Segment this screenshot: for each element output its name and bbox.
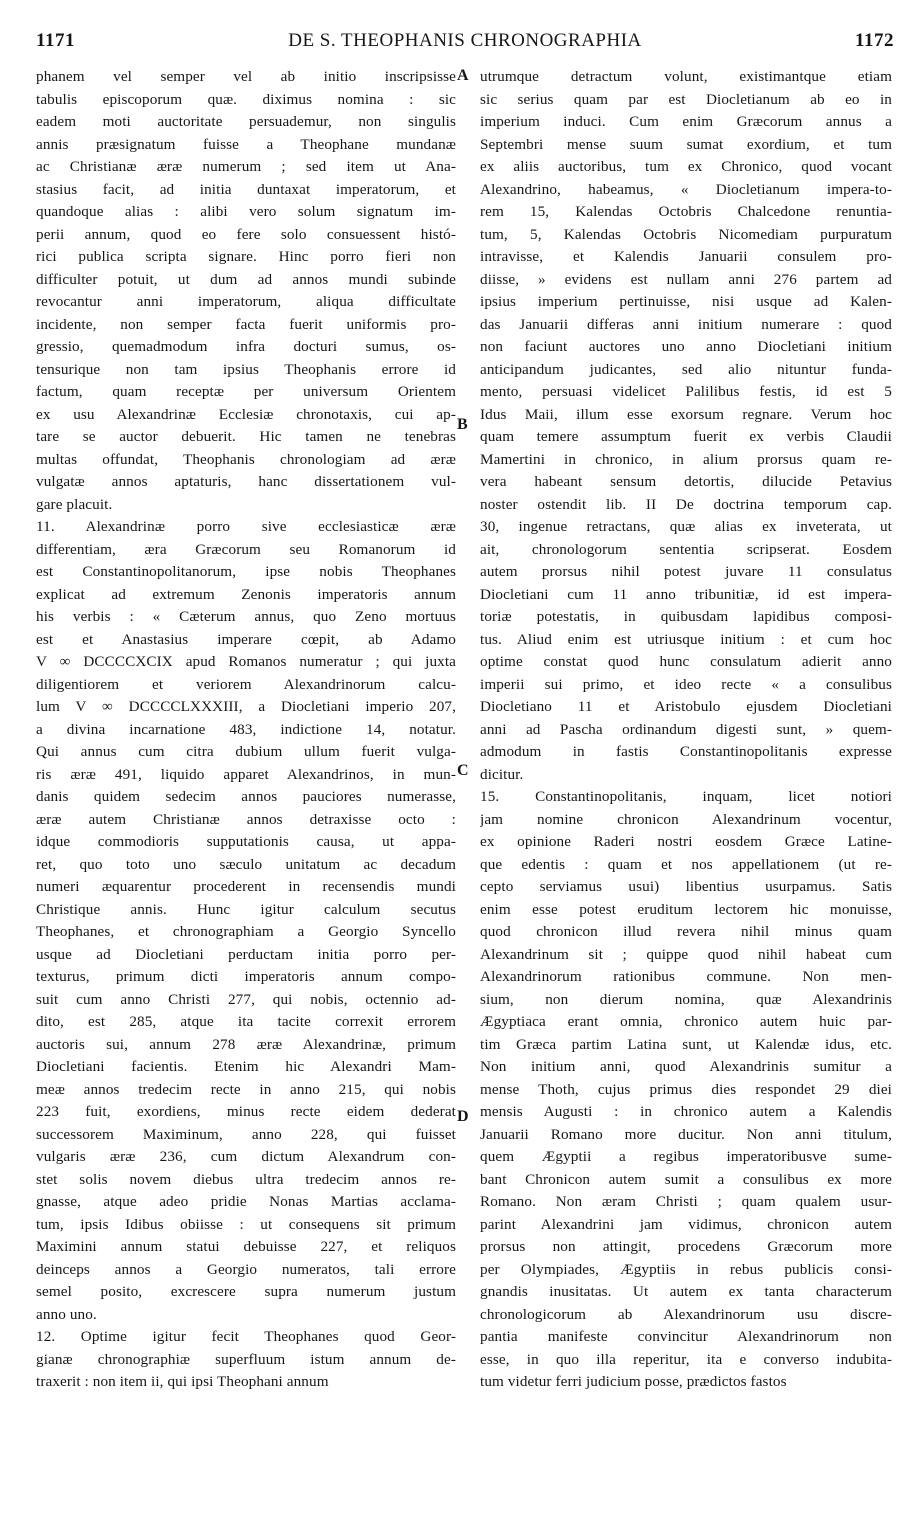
text-line: rem 15, Kalendas Octobris Chalcedone renuntia- [480,203,892,220]
text-line: numeri æquarentur procederent in recensendis mundi [36,878,456,895]
text-line: Diocletiano 11 et Aristobulo ejusdem Diocletiani [480,698,892,715]
text-line: chronologicorum ab Alexandrinorum usu discre- [480,1305,892,1323]
text-line: autem prorsus nihil potest juvare 11 consulatus [480,563,892,580]
text-line: texturus, primum dicti imperatoris annum compo- [36,968,456,985]
text-line: parint Alexandrini jam vidimus, chronicon autem [480,1215,892,1233]
text-line: tabulis episcoporum quæ. diximus nomina : sic [36,90,456,108]
text-line: tim Græca partim Latina sunt, ut Kalendæ idus, etc. [480,1035,892,1053]
text-line: idque commodioris supputationis causa, ut appa- [36,833,456,850]
text-line: diligentiorem et veriorem Alexandrinorum calcu- [36,675,456,693]
text-line: differentiam, æra Græcorum seu Romanorum id [36,540,456,558]
text-line: cepto serviamus usui) libentius usurpamus. Satis [480,878,892,895]
text-line: tensurique non tam ipsius Theophanis errore id [36,360,456,378]
text-line: 30, ingenue retractans, quæ alias ex inveterata, ut [480,518,892,535]
right-column [480,66,892,1394]
text-line: Romano. Non æram Christi ; quam qualem usur- [480,1193,892,1210]
text-line: gnandis inusitatas. Ut autem ex tanta characterum [480,1283,892,1300]
text-line: phanem vel semper vel ab initio inscripsisse [36,68,456,85]
text-line: rici publica scripta signare. Hinc porro fieri non [36,248,456,265]
text-line: stasius facit, ad initia duntaxat imperatorum, et [36,180,456,198]
text-line: anticipandum judicantes, sed alio nituntur funda- [480,360,892,378]
text-line: intravisse, et Kalendis Januarii consulem pro- [480,248,892,265]
section-marker-a: A [457,67,469,84]
text-line: jam nomine chronicon Alexandrinum vocentur, [480,810,892,828]
text-line: æræ autem Christianæ annos detraxisse octo : [36,810,456,828]
text-line: revocantur anni imperatorum, aliqua difficultate [36,293,456,310]
text-line: vera habeant sensum detortis, dilucide Petavius [480,473,892,490]
text-line: Idus Maii, illum esse exorsum regnare. Verum hoc [480,405,892,423]
text-line: explicat ad extremum Zenonis imperatoris annum [36,585,456,603]
text-line: 15. Constantinopolitanis, inquam, licet notiori [480,788,892,805]
text-line: deinceps annos a Georgio numeratos, tali errore [36,1260,456,1278]
text-line: dicitur. [480,765,524,783]
section-marker-d: D [457,1108,469,1125]
text-line: pantia manifeste convincitur Alexandrinorum non [480,1328,892,1345]
page-number-left: 1171 [36,30,75,51]
section-marker-b: B [457,416,468,433]
text-line: sic serius quam par est Diocletianum ab eo in [480,90,892,108]
text-line: Ægyptiaca erant omnia, chronico autem huic par- [480,1013,892,1030]
text-line: imperii sui primo, et ideo recte « a consulibus [480,675,892,693]
text-line: tum, 5, Kalendas Octobris Nicomediam purpuratum [480,225,892,243]
text-line: stet solis novem diebus ultra tredecim annos re- [36,1170,456,1188]
text-line: per Olympiades, Ægyptiis in rebus publicis consi- [480,1260,892,1278]
text-line: ret, quo toto uno sæculo unitatum ac decadum [36,855,456,873]
text-line: Alexandrinum sit ; quippe quod nihil habeat cum [480,945,892,963]
text-line: lum V ∞ DCCCCLXXXIII, a Diocletiani imperio 207, [36,698,456,715]
text-line: Maximini annum statui debuisse 227, et reliquos [36,1238,456,1255]
text-line: ex aliis auctoribus, tum ex Chronico, quod vocant [480,158,892,175]
text-line: semel posito, excrescere supra numerum justum [36,1283,456,1300]
text-line: ris æræ 491, liquido apparet Alexandrinos, in mun- [36,765,456,783]
text-line: perii annum, quod eo fere solo consuessent histó- [36,225,456,243]
text-line: Christique annis. Hunc igitur calculum secutus [36,900,456,918]
text-line: vulgatæ annos aptaturis, hanc dissertationem vul- [36,473,456,490]
text-line: est et Anastasius imperare cœpit, ab Adamo [36,630,456,648]
text-line: enim esse potest eruditum lectorem hic monuisse, [480,900,892,918]
text-line: danis quidem sedecim annos pauciores numerasse, [36,788,456,805]
text-line: tum, ipsis Idibus obiisse : ut consequens sit primum [36,1215,456,1233]
text-line: gressio, quemadmodum infra docturi sumus, os- [36,338,456,355]
text-line: toriæ potestatis, in quibusdam lapidibus composi- [480,608,892,625]
text-line: difficulter potuit, ut dum ad annos mundi subinde [36,270,456,288]
text-line: quam temere assumptum fuerit ex verbis Claudii [480,428,892,445]
text-line: das Januarii differas anni initium numerare : quod [480,315,892,333]
text-line: Diocletiani facientis. Etenim hic Alexandri Mam- [36,1058,456,1075]
text-line: dito, est 285, atque ita tacite correxit errorem [36,1013,456,1030]
running-title: DE S. THEOPHANIS CHRONOGRAPHIA [288,30,642,51]
text-line: gare placuit. [36,495,113,513]
text-line: auctoris sui, annum 278 æræ Alexandrinæ, primum [36,1035,456,1053]
page-number-right: 1172 [855,30,894,51]
text-line: ait, chronologorum sententia scripserat. Eosdem [480,540,892,558]
left-column [36,66,456,1394]
text-line: anni ad Pascha ordinandum digesti sunt, » quem- [480,720,892,738]
text-line: tum videtur ferri judicium posse, prædictos fastos [480,1373,787,1390]
text-line: mensis Augusti : in chronico autem a Kalendis [480,1103,892,1120]
section-marker-c: C [457,762,469,779]
text-line: quandoque alias : alibi vero solum signatum im- [36,203,456,220]
text-line: utrumque detractum volunt, existimantque etiam [480,68,892,85]
text-line: quem Ægyptii a regibus imperatoribusve sume- [480,1148,892,1165]
text-line: tus. Aliud enim est utriusque initium : et cum hoc [480,630,892,648]
text-line: noster ostendit lib. II De doctrina temporum cap. [480,495,892,513]
text-line: diisse, » evidens est nullam anni 276 partem ad [480,270,892,288]
text-line: annis præsignatum fuisse a Theophane mundanæ [36,135,456,153]
text-line: mento, persuasi videlicet Palilibus festis, id est 5 [480,383,892,400]
text-line: ex usu Alexandrinæ Ecclesiæ chronotaxis, cui ap- [36,405,456,423]
text-line: tare se auctor debuerit. Hic tamen ne tenebras [36,428,456,445]
text-line: 12. Optime igitur fecit Theophanes quod Geor- [36,1328,456,1345]
text-line: optime constat quod hunc consulatum adierit anno [480,653,892,670]
text-line: quod chronicon illud revera nihil minus quam [480,923,892,940]
text-line: Januarii Romano more ducitur. Non anni titulum, [480,1125,892,1143]
text-line: traxerit : non item ii, qui ipsi Theophani annum [36,1373,329,1390]
text-line: gnasse, atque adeo pridie Nonas Martias acclama- [36,1193,456,1210]
text-line: prorsus non attingit, procedens Græcorum more [480,1238,892,1255]
text-line: 223 fuit, exordiens, minus recte eidem dederat [36,1103,456,1120]
text-line: ac Christianæ æræ numerum ; sed item ut Ana- [36,158,456,175]
text-line: Theophanes, et chronographiam a Georgio Syncello [36,923,456,940]
text-line: a divina incarnatione 483, indictione 14, notatur. [36,720,456,738]
text-line: eadem moti auctoritate persuademur, non singulis [36,113,456,130]
text-line: 11. Alexandrinæ porro sive ecclesiasticæ æræ [36,518,456,535]
text-line: Alexandrinorum rationibus commune. Non men- [480,968,892,985]
text-line: gianæ chronographiæ superfluum istum annum de- [36,1350,456,1368]
text-line: Diocletiani cum 11 anno tribunitiæ, id est impera- [480,585,892,603]
text-line: his verbis : « Cæterum annus, quo Zeno mortuus [36,608,456,625]
text-line: Non initium anni, quod Alexandrinis sumitur a [480,1058,892,1075]
text-line: esse, in quo illa reperitur, ita e converso indubita- [480,1350,892,1368]
text-line: mense Thoth, cujus primus dies respondet 29 diei [480,1080,892,1098]
text-line: meæ annos tredecim recte in anno 215, qui nobis [36,1080,456,1098]
page-header [36,30,894,60]
text-line: incidente, non semper facta fuerit uniformis pro- [36,315,456,333]
text-line: anno uno. [36,1305,97,1323]
text-line: Septembri mense suum sumat exordium, et tum [480,135,892,153]
text-line: Mamertini in chronico, in alium prorsus quam re- [480,450,892,468]
text-line: vulgaris æræ 236, cum dictum Alexandrum con- [36,1148,456,1165]
text-line: suit cum anno Christi 277, qui nobis, octennio ad- [36,990,456,1008]
text-line: factum, quam receptæ per universum Orientem [36,383,456,400]
text-line: est Constantinopolitanorum, ipse nobis Theophanes [36,563,456,580]
text-line: usque ad Diocletiani perductam initia porro per- [36,945,456,963]
text-line: V ∞ DCCCCXCIX apud Romanos numeratur ; qui juxta [36,653,456,670]
text-line: sium, non dierum nomina, quæ Alexandrinis [480,990,892,1008]
text-line: bant Chronicon autem sumit a consulibus ex more [480,1170,892,1188]
text-line: ex opinione Raderi nostri eosdem Græce Latine- [480,833,892,850]
text-line: imperium induci. Cum enim Græcorum annus a [480,113,892,130]
text-line: admodum in fastis Constantinopolitanis expresse [480,743,892,760]
text-line: Qui annus cum citra dubium ullum fuerit vulga- [36,743,456,760]
text-line: successorem Maximinum, anno 228, qui fuisset [36,1125,456,1143]
text-line: multas offundat, Theophanis chronologiam ad æræ [36,450,456,468]
text-line: ipsius imperium pertinuisse, nisi usque ad Kalen- [480,293,892,310]
text-line: que edentis : quam et nos appellationem (ut re- [480,855,892,873]
text-line: non faciunt auctores uno anno Diocletiani initium [480,338,892,355]
text-line: Alexandrino, habeamus, « Diocletianum impera-to- [480,180,892,198]
